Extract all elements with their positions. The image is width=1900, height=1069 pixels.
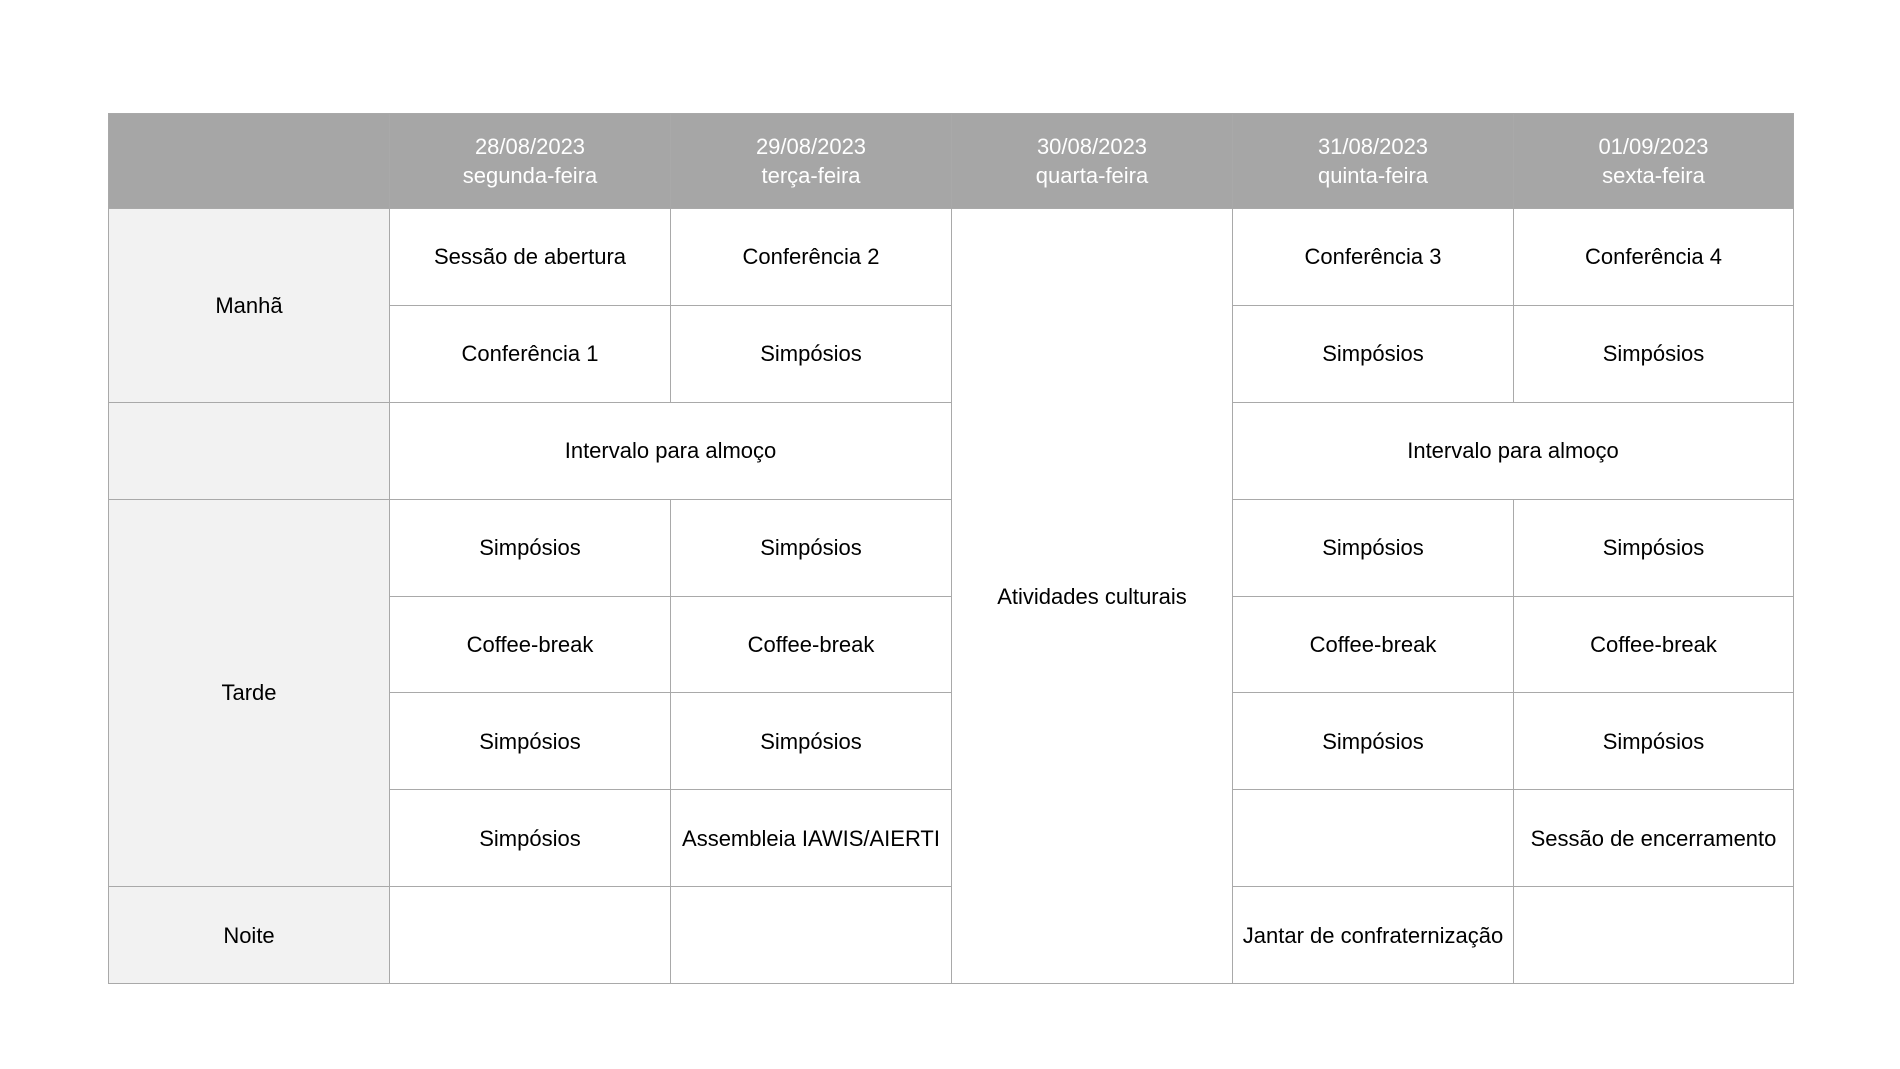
schedule-cell: Assembleia IAWIS/AIERTI <box>671 790 952 887</box>
schedule-cell: Simpósios <box>671 499 952 596</box>
schedule-cell: Coffee-break <box>1514 596 1794 693</box>
schedule-cell: Simpósios <box>671 305 952 402</box>
schedule-cell: Simpósios <box>1233 499 1514 596</box>
conference-schedule-table <box>108 113 1794 984</box>
day-weekday: terça-feira <box>761 163 861 188</box>
schedule-cell: Simpósios <box>390 693 671 790</box>
schedule-cell: Simpósios <box>1514 499 1794 596</box>
day-header-4 <box>1233 114 1514 209</box>
day-weekday: segunda-feira <box>462 163 598 188</box>
period-label-lunch <box>109 402 390 499</box>
schedule-row-lunch <box>109 402 1794 499</box>
period-label-afternoon: Tarde <box>109 499 390 887</box>
header-corner-cell <box>109 114 390 209</box>
schedule-cell: Simpósios <box>1514 693 1794 790</box>
schedule-cell: Simpósios <box>671 693 952 790</box>
schedule-cell: Coffee-break <box>390 596 671 693</box>
day-weekday: quinta-feira <box>1317 163 1429 188</box>
schedule-cell: Conferência 3 <box>1233 209 1514 306</box>
day-header-3 <box>952 114 1233 209</box>
schedule-cell: Conferência 1 <box>390 305 671 402</box>
day-weekday: quarta-feira <box>1035 163 1149 188</box>
day-date: 01/09/2023 <box>1598 134 1709 159</box>
schedule-row <box>109 887 1794 984</box>
schedule-cell <box>1233 790 1514 887</box>
day-date: 28/08/2023 <box>474 134 586 159</box>
schedule-cell <box>671 887 952 984</box>
day-date: 30/08/2023 <box>1036 134 1148 159</box>
schedule-cell <box>1514 887 1794 984</box>
schedule-cell: Coffee-break <box>1233 596 1514 693</box>
schedule-cell: Jantar de confraternização <box>1233 887 1514 984</box>
schedule-cell: Conferência 2 <box>671 209 952 306</box>
lunch-break-cell: Intervalo para almoço <box>390 402 952 499</box>
day-date: 29/08/2023 <box>755 134 867 159</box>
header-row <box>109 114 1794 209</box>
schedule-cell <box>390 887 671 984</box>
schedule-cell: Simpósios <box>390 790 671 887</box>
schedule-cell: Coffee-break <box>671 596 952 693</box>
schedule-row <box>109 499 1794 596</box>
day-date: 31/08/2023 <box>1317 134 1429 159</box>
schedule-cell: Simpósios <box>390 499 671 596</box>
period-label-morning: Manhã <box>109 209 390 403</box>
period-label-night: Noite <box>109 887 390 984</box>
day-weekday: sexta-feira <box>1602 163 1705 188</box>
schedule-row <box>109 209 1794 306</box>
schedule-cell: Sessão de encerramento <box>1514 790 1794 887</box>
day-header-5 <box>1514 114 1794 209</box>
schedule-cell: Simpósios <box>1514 305 1794 402</box>
day-header-1 <box>390 114 671 209</box>
day-header-2 <box>671 114 952 209</box>
lunch-break-cell: Intervalo para almoço <box>1233 402 1794 499</box>
schedule-cell: Sessão de abertura <box>390 209 671 306</box>
schedule-cell: Simpósios <box>1233 693 1514 790</box>
wednesday-cultural-activities-cell: Atividades culturais <box>952 209 1233 984</box>
schedule-cell: Simpósios <box>1233 305 1514 402</box>
schedule-cell: Conferência 4 <box>1514 209 1794 306</box>
